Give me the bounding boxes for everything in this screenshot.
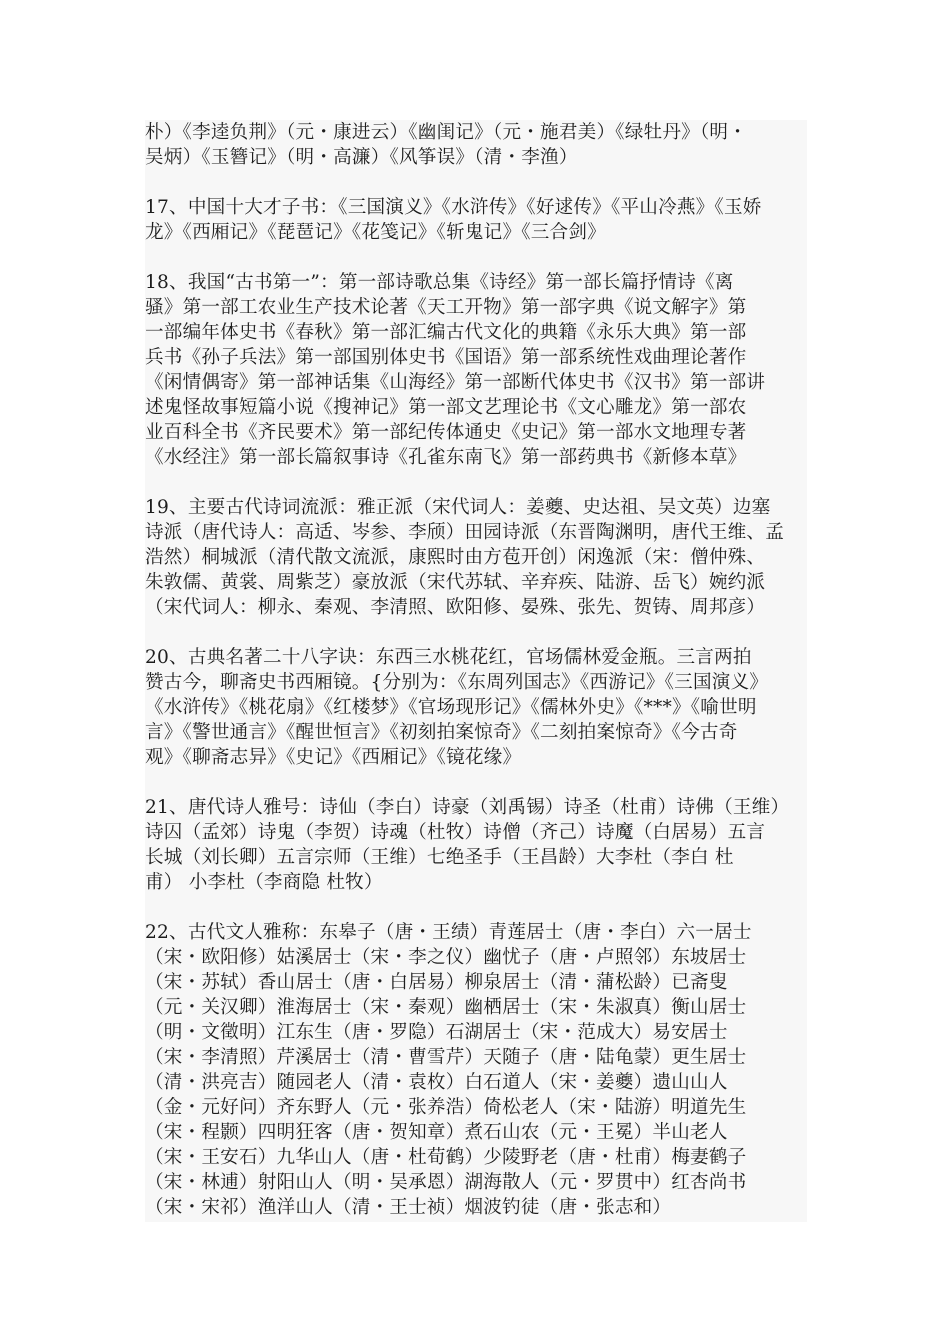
text-line: 20、古典名著二十八字诀：东西三水桃花红，官场儒林爱金瓶。三言两拍 <box>145 647 752 668</box>
text-line: 赞古今，聊斋史书西厢镜。{分别为：《东周列国志》《西游记》《三国演义》 <box>145 672 769 693</box>
text-line: 业百科全书《齐民要术》第一部纪传体通史《史记》第一部水文地理专著 <box>145 422 747 443</box>
text-line: 骚》第一部工农业生产技术论著《天工开物》第一部字典《说文解字》第 <box>145 297 747 318</box>
text-line: 《闲情偶寄》第一部神话集《山海经》第一部断代体史书《汉书》第一部讲 <box>145 372 766 393</box>
text-line: 19、主要古代诗词流派：雅正派（宋代词人：姜夔、史达祖、吴文英）边塞 <box>145 497 771 518</box>
paragraph <box>145 270 807 470</box>
text-line: 《水经注》第一部长篇叙事诗《孔雀东南飞》第一部药典书《新修本草》 <box>145 447 747 468</box>
text-line: （宋・李清照）芹溪居士（清・曹雪芹）天随子（唐・陆龟蒙）更生居士 <box>145 1047 747 1068</box>
text-line: 一部编年体史书《春秋》第一部汇编古代文化的典籍《永乐大典》第一部 <box>145 322 747 343</box>
text-line: 长城（刘长卿）五言宗师（王维）七绝圣手（王昌龄）大李杜（李白 杜 <box>145 847 734 868</box>
text-line: （宋・王安石）九华山人（唐・杜荀鹤）少陵野老（唐・杜甫）梅妻鹤子 <box>145 1147 747 1168</box>
text-line: （宋・欧阳修）姑溪居士（宋・李之仪）幽忧子（唐・卢照邻）东坡居士 <box>145 947 747 968</box>
text-line: 甫） 小李杜（李商隐 杜牧） <box>145 872 383 893</box>
text-line: 22、古代文人雅称：东皋子（唐・王绩）青莲居士（唐・李白）六一居士 <box>145 922 752 943</box>
text-line: 述鬼怪故事短篇小说《搜神记》第一部文艺理论书《文心雕龙》第一部农 <box>145 397 747 418</box>
text-line: （清・洪亮吉）随园老人（清・袁枚）白石道人（宋・姜夔）遗山山人 <box>145 1072 728 1093</box>
text-line: （宋・苏轼）香山居士（唐・白居易）柳泉居士（清・蒲松龄）已斋叟 <box>145 972 728 993</box>
text-line: （明・文徵明）江东生（唐・罗隐）石湖居士（宋・范成大）易安居士 <box>145 1022 728 1043</box>
text-line: 吴炳）《玉簪记》（明・高濂）《风筝误》（清・李渔） <box>145 147 578 168</box>
text-line: （金・元好问）齐东野人（元・张养浩）倚松老人（宋・陆游）明道先生 <box>145 1097 747 1118</box>
text-line: 朴）《李逵负荆》（元・康进云）《幽闺记》（元・施君美）《绿牡丹》（明・ <box>145 122 747 143</box>
text-line: 浩然）桐城派（清代散文流派，康熙时由方苞开创）闲逸派（宋：僧仲殊、 <box>145 547 766 568</box>
paragraph <box>145 195 807 245</box>
text-line: 21、唐代诗人雅号：诗仙（李白）诗豪（刘禹锡）诗圣（杜甫）诗佛（王维） <box>145 797 790 818</box>
text-line: （宋・程颢）四明狂客（唐・贺知章）煮石山农（元・王冕）半山老人 <box>145 1122 728 1143</box>
document-body <box>145 120 807 1220</box>
text-line: 朱敦儒、黄裳、周紫芝）豪放派（宋代苏轼、辛弃疾、陆游、岳飞）婉约派 <box>145 572 766 593</box>
paragraph <box>145 120 807 170</box>
paragraph <box>145 795 807 895</box>
text-line: 《水浒传》《桃花扇》《红楼梦》《官场现形记》《儒林外史》《***》《喻世明 <box>145 697 757 718</box>
paragraph <box>145 495 807 620</box>
text-line: 17、中国十大才子书：《三国演义》《水浒传》《好逑传》《平山冷燕》《玉娇 <box>145 197 762 218</box>
text-line: 龙》《西厢记》《琵琶记》《花笺记》《斩鬼记》《三合剑》 <box>145 222 606 243</box>
paragraph <box>145 645 807 770</box>
text-line: 兵书《孙子兵法》第一部国别体史书《国语》第一部系统性戏曲理论著作 <box>145 347 747 368</box>
paragraph <box>145 920 807 1220</box>
text-line: 观》《聊斋志异》《史记》《西厢记》《镜花缘》 <box>145 747 522 768</box>
text-line: （宋代词人：柳永、秦观、李清照、欧阳修、晏殊、张先、贺铸、周邦彦） <box>145 597 766 618</box>
text-line: 18、我国“古书第一”：第一部诗歌总集《诗经》第一部长篇抒情诗《离 <box>145 272 734 293</box>
text-line: 言》《警世通言》《醒世恒言》《初刻拍案惊奇》《二刻拍案惊奇》《今古奇 <box>145 722 738 743</box>
text-line: （元・关汉卿）淮海居士（宋・秦观）幽栖居士（宋・朱淑真）衡山居士 <box>145 997 747 1018</box>
document-page <box>145 120 807 1222</box>
text-line: 诗囚（孟郊）诗鬼（李贺）诗魂（杜牧）诗僧（齐己）诗魔（白居易）五言 <box>145 822 766 843</box>
text-line: （宋・宋祁）渔洋山人（清・王士祯）烟波钓徒（唐・张志和） <box>145 1197 672 1218</box>
text-line: （宋・林逋）射阳山人（明・吴承恩）湖海散人（元・罗贯中）红杏尚书 <box>145 1172 747 1193</box>
text-line: 诗派（唐代诗人：高适、岑参、李颀）田园诗派（东晋陶渊明，唐代王维、孟 <box>145 522 784 543</box>
